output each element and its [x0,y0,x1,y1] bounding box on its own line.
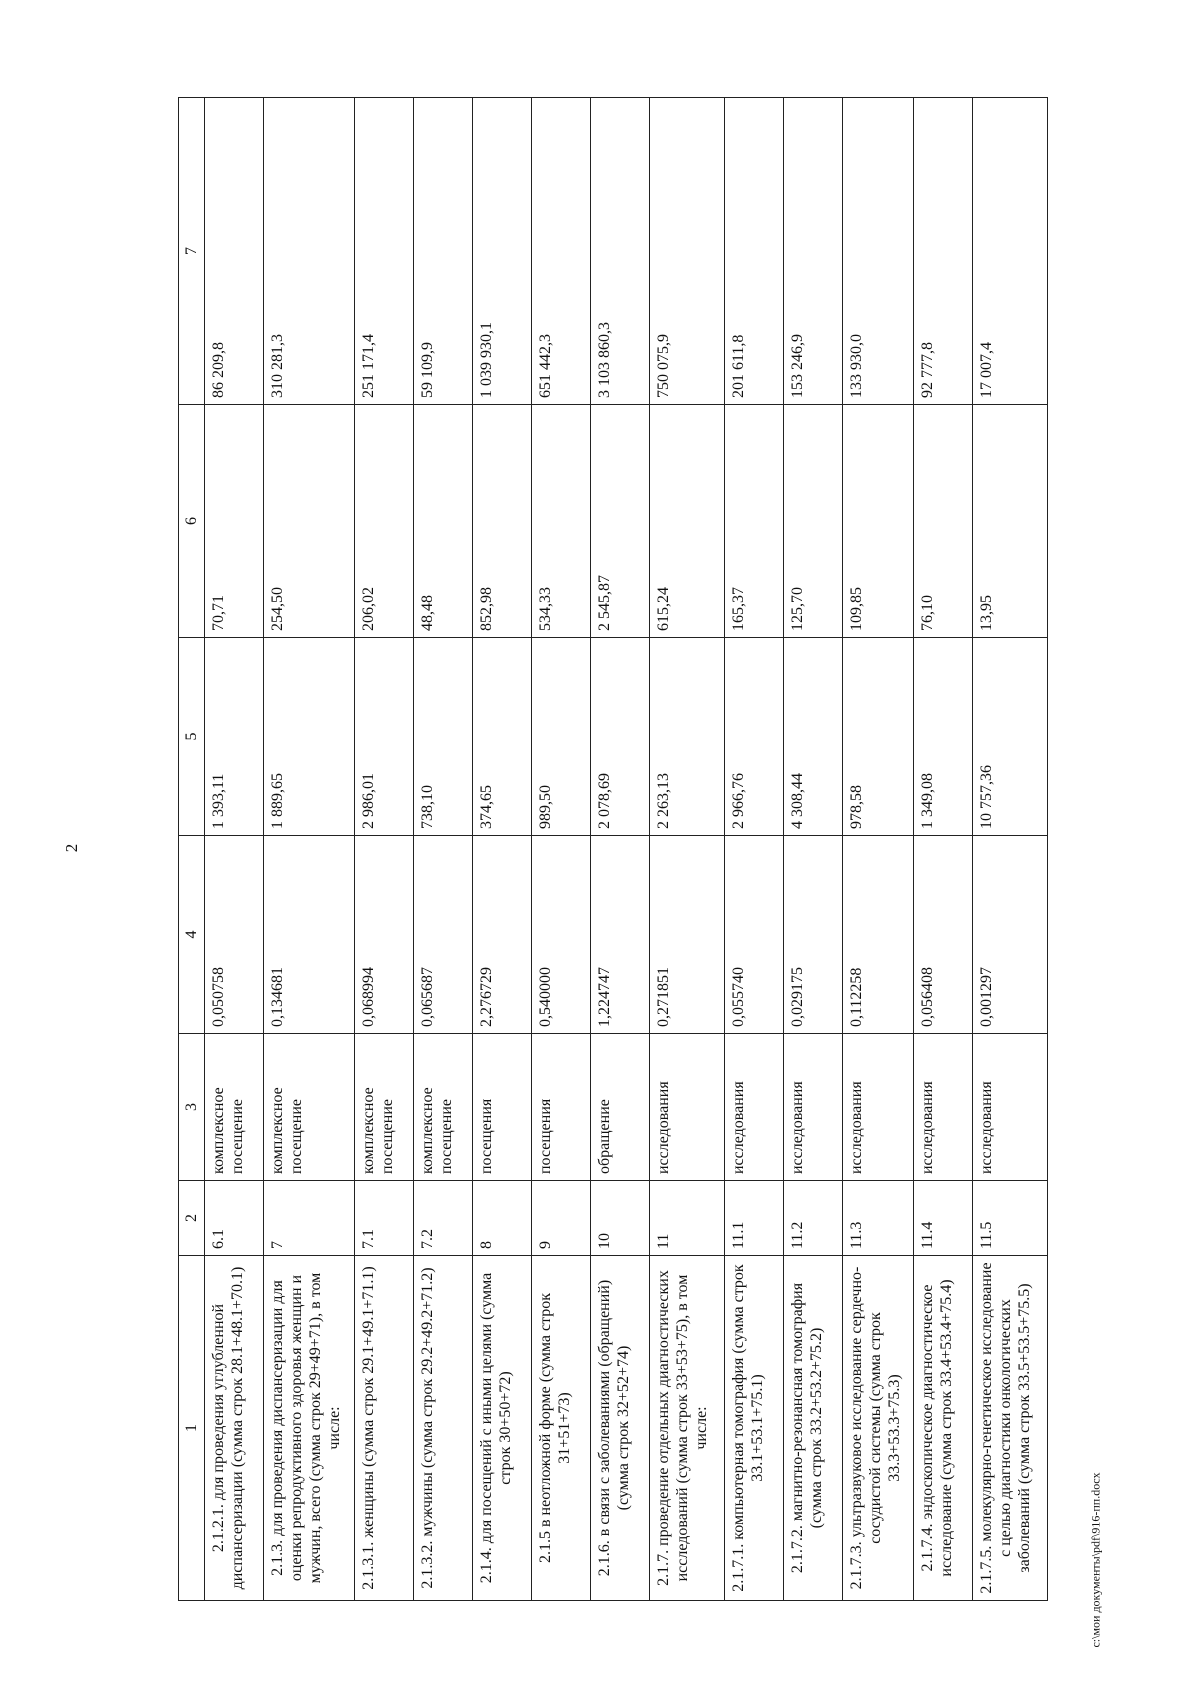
table-row [532,98,591,1601]
table-cell-col2: 7 [263,1181,354,1256]
table-cell-col3: комплексное посещение [263,1034,354,1181]
table-cell-col5: 2 078,69 [591,638,650,836]
table-row [263,98,354,1601]
table-cell-col2: 11.5 [972,1181,1047,1256]
table-cell-col1: 2.1.4. для посещений с иными целями (сумма строк 30+50+72) [473,1256,532,1601]
table-cell-col5: 4 308,44 [784,638,843,836]
table-row [473,98,532,1601]
header-cell: 5 [179,638,205,836]
table-cell-col5: 10 757,36 [972,638,1047,836]
table-cell-col4: 0,134681 [263,836,354,1034]
page-number: 2 [62,843,81,853]
table-cell-col2: 8 [473,1181,532,1256]
table-cell-col2: 11.2 [784,1181,843,1256]
table-cell-col6: 165,37 [725,405,784,638]
table-cell-col7: 750 075,9 [650,98,725,405]
table-cell-col6: 48,48 [414,405,473,638]
table-cell-col2: 9 [532,1181,591,1256]
header-cell: 6 [179,405,205,638]
table-cell-col4: 0,056408 [913,836,972,1034]
table-cell-col1: 2.1.6. в связи с заболеваниями (обращений) (сумма строк 32+52+74) [591,1256,650,1601]
table-cell-col5: 374,65 [473,638,532,836]
table-cell-col4: 0,055740 [725,836,784,1034]
table-cell-col2: 11 [650,1181,725,1256]
table-row [650,98,725,1601]
data-table [178,97,1048,1601]
table-cell-col3: комплексное посещение [355,1034,414,1181]
table-cell-col1: 2.1.3.1. женщины (сумма строк 29.1+49.1+71.1) [355,1256,414,1601]
table-cell-col4: 1,224747 [591,836,650,1034]
table-cell-col3: исследования [913,1034,972,1181]
table-cell-col4: 0,065687 [414,836,473,1034]
table-body [205,98,1048,1601]
table-cell-col4: 0,540000 [532,836,591,1034]
table-cell-col2: 7.1 [355,1181,414,1256]
table-cell-col5: 2 263,13 [650,638,725,836]
table-cell-col5: 1 393,11 [205,638,264,836]
table-cell-col7: 651 442,3 [532,98,591,405]
header-cell: 3 [179,1034,205,1181]
table-cell-col1: 2.1.3. для проведения диспансеризации для оценки репродуктивного здоровья женщин и мужчин, всего (сумма строк 29+49+71), в том числе: [263,1256,354,1601]
table-cell-col5: 989,50 [532,638,591,836]
table-cell-col1: 2.1.7. проведение отдельных диагностических исследований (сумма строк 33+53+75), в том числе: [650,1256,725,1601]
header-cell: 1 [179,1256,205,1601]
table-cell-col7: 92 777,8 [913,98,972,405]
table-cell-col3: обращение [591,1034,650,1181]
table-cell-col3: комплексное посещение [414,1034,473,1181]
table-cell-col3: исследования [725,1034,784,1181]
table-cell-col1: 2.1.7.3. ультразвуковое исследование сердечно-сосудистой системы (сумма строк 33.3+53.3+75.3) [843,1256,914,1601]
table-cell-col7: 59 109,9 [414,98,473,405]
table-row [843,98,914,1601]
table-cell-col6: 206,02 [355,405,414,638]
table-cell-col2: 11.3 [843,1181,914,1256]
table-cell-col6: 109,85 [843,405,914,638]
table-cell-col7: 310 281,3 [263,98,354,405]
table-row [913,98,972,1601]
table-cell-col4: 2,276729 [473,836,532,1034]
table-cell-col2: 11.4 [913,1181,972,1256]
table-cell-col1: 2.1.5 в неотложной форме (сумма строк 31+51+73) [532,1256,591,1601]
table-cell-col4: 0,001297 [972,836,1047,1034]
table-cell-col2: 11.1 [725,1181,784,1256]
table-cell-col1: 2.1.7.1. компьютерная томография (сумма строк 33.1+53.1+75.1) [725,1256,784,1601]
table-cell-col4: 0,029175 [784,836,843,1034]
table-cell-col5: 1 349,08 [913,638,972,836]
table-cell-col6: 254,50 [263,405,354,638]
header-cell: 4 [179,836,205,1034]
table-cell-col3: посещения [532,1034,591,1181]
table-row [591,98,650,1601]
table-cell-col7: 86 209,8 [205,98,264,405]
table-cell-col7: 3 103 860,3 [591,98,650,405]
table-row [725,98,784,1601]
table-cell-col7: 1 039 930,1 [473,98,532,405]
table-cell-col3: исследования [650,1034,725,1181]
table-cell-col2: 10 [591,1181,650,1256]
table-cell-col5: 2 986,01 [355,638,414,836]
table-row [972,98,1047,1601]
table-cell-col3: исследования [784,1034,843,1181]
table-cell-col6: 70,71 [205,405,264,638]
table-cell-col6: 615,24 [650,405,725,638]
table-row [414,98,473,1601]
table-cell-col6: 76,10 [913,405,972,638]
table-cell-col3: исследования [843,1034,914,1181]
table-row [355,98,414,1601]
table-cell-col1: 2.1.7.5. молекулярно-генетическое исследование с целью диагностики онкологических заболеваний (сумма строк 33.5+53.5+75.5) [972,1256,1047,1601]
table-cell-col6: 2 545,87 [591,405,650,638]
table-row [205,98,264,1601]
rotated-table-wrapper [178,98,1048,1601]
table-cell-col1: 2.1.7.4. эндоскопическое диагностическое исследование (сумма строк 33.4+53.4+75.4) [913,1256,972,1601]
table-cell-col7: 153 246,9 [784,98,843,405]
table-cell-col5: 978,58 [843,638,914,836]
table-cell-col6: 13,95 [972,405,1047,638]
header-cell: 7 [179,98,205,405]
table-cell-col4: 0,050758 [205,836,264,1034]
table-cell-col1: 2.1.7.2. магнитно-резонансная томография (сумма строк 33.2+53.2+75.2) [784,1256,843,1601]
table-cell-col3: посещения [473,1034,532,1181]
table-cell-col7: 17 007,4 [972,98,1047,405]
table-cell-col3: исследования [972,1034,1047,1181]
table-cell-col7: 201 611,8 [725,98,784,405]
table-cell-col6: 852,98 [473,405,532,638]
footer-file-path: c:\мои документы\pdf\916-пп.docx [1088,1472,1103,1648]
table-cell-col5: 738,10 [414,638,473,836]
header-row [179,98,205,1601]
table-cell-col6: 125,70 [784,405,843,638]
table-cell-col1: 2.1.2.1. для проведения углубленной диспансеризации (сумма строк 28.1+48.1+70.1) [205,1256,264,1601]
table-cell-col2: 6.1 [205,1181,264,1256]
table-cell-col4: 0,112258 [843,836,914,1034]
table-row [784,98,843,1601]
table-cell-col2: 7.2 [414,1181,473,1256]
table-cell-col7: 133 930,0 [843,98,914,405]
table-cell-col7: 251 171,4 [355,98,414,405]
table-cell-col6: 534,33 [532,405,591,638]
table-cell-col5: 2 966,76 [725,638,784,836]
table-cell-col4: 0,068994 [355,836,414,1034]
table-cell-col3: комплексное посещение [205,1034,264,1181]
table-cell-col1: 2.1.3.2. мужчины (сумма строк 29.2+49.2+71.2) [414,1256,473,1601]
table-cell-col5: 1 889,65 [263,638,354,836]
table-cell-col4: 0,271851 [650,836,725,1034]
header-cell: 2 [179,1181,205,1256]
